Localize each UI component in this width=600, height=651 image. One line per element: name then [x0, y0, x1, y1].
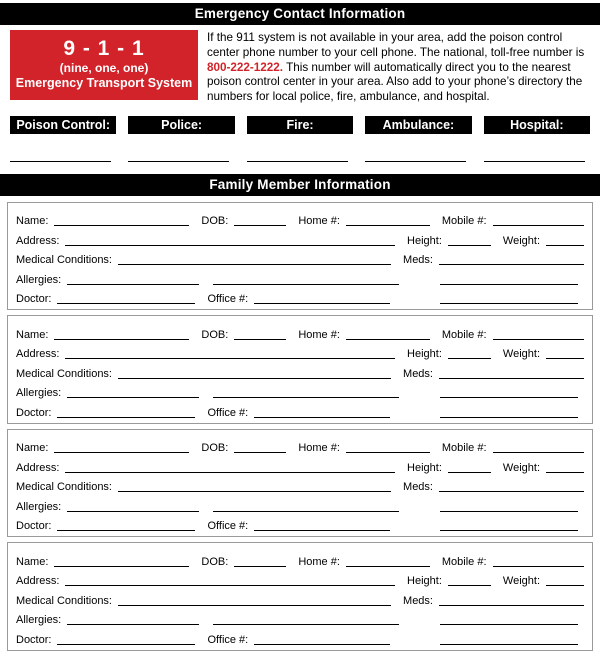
doctor-label: Doctor:: [16, 293, 52, 306]
member-row-3: [16, 588, 584, 608]
family-member-card: [7, 315, 593, 424]
allergies-field-2[interactable]: [213, 386, 399, 398]
mobile-phone-field[interactable]: [493, 328, 584, 340]
meds-field-3[interactable]: [440, 633, 578, 645]
allergies-label: Allergies:: [16, 500, 62, 513]
weight-field[interactable]: [546, 234, 584, 246]
911-caption: Emergency Transport System: [15, 76, 193, 90]
meds-field-3[interactable]: [440, 519, 578, 531]
meds-field-2[interactable]: [440, 386, 578, 398]
fire-label: Fire:: [247, 116, 353, 134]
office-phone-label: Office #:: [207, 520, 249, 533]
home-phone-label: Home #:: [298, 215, 340, 228]
allergies-field[interactable]: [67, 500, 199, 512]
address-field[interactable]: [65, 234, 395, 246]
weight-label: Weight:: [502, 348, 540, 361]
member-row-4: [16, 608, 584, 628]
meds-field-2[interactable]: [440, 273, 578, 285]
ambulance-field[interactable]: [365, 161, 466, 162]
address-label: Address:: [16, 461, 60, 474]
doctor-field[interactable]: [57, 406, 195, 418]
office-phone-field[interactable]: [254, 406, 390, 418]
member-row-5: [16, 287, 584, 307]
office-phone-label: Office #:: [207, 293, 249, 306]
hospital-column: [484, 161, 590, 162]
address-label: Address:: [16, 348, 60, 361]
name-field[interactable]: [54, 328, 189, 340]
doctor-field[interactable]: [57, 633, 195, 645]
weight-field[interactable]: [546, 461, 584, 473]
family-member-header-bar: [0, 174, 600, 196]
member-row-4: [16, 267, 584, 287]
meds-field-3[interactable]: [440, 292, 578, 304]
poison-control-field[interactable]: [10, 161, 111, 162]
dob-label: DOB:: [201, 555, 229, 568]
police-label: Police:: [128, 116, 234, 134]
name-field[interactable]: [54, 441, 189, 453]
page-title: Emergency Contact Information: [194, 6, 406, 21]
hospital-label: Hospital:: [484, 116, 590, 134]
home-phone-field[interactable]: [346, 555, 430, 567]
meds-label: Meds:: [403, 481, 433, 494]
height-field[interactable]: [448, 461, 491, 473]
mobile-phone-field[interactable]: [493, 441, 584, 453]
address-field[interactable]: [65, 461, 395, 473]
member-row-2: [16, 569, 584, 589]
medical-conditions-field[interactable]: [118, 253, 391, 265]
weight-field[interactable]: [546, 574, 584, 586]
emergency-contacts-write-in-row: [10, 161, 590, 162]
poison-control-column: [10, 161, 116, 162]
member-row-4: [16, 494, 584, 514]
dob-label: DOB:: [201, 442, 229, 455]
allergies-field-2[interactable]: [213, 500, 399, 512]
dob-field[interactable]: [234, 441, 286, 453]
ambulance-column: [365, 161, 471, 162]
address-field[interactable]: [65, 574, 395, 586]
height-label: Height:: [407, 461, 442, 474]
family-member-card: [7, 429, 593, 538]
meds-field-2[interactable]: [440, 613, 578, 625]
office-phone-label: Office #:: [207, 633, 249, 646]
emergency-contacts-label-row: [10, 116, 590, 134]
poison-control-label: Poison Control:: [10, 116, 116, 134]
family-section-title: Family Member Information: [209, 176, 391, 192]
911-pronunciation: (nine, one, one): [59, 61, 149, 75]
hospital-field[interactable]: [484, 161, 585, 162]
fire-field[interactable]: [247, 161, 348, 162]
doctor-field[interactable]: [57, 292, 195, 304]
poison-control-instructions: [207, 30, 592, 105]
mobile-phone-field[interactable]: [493, 214, 584, 226]
allergies-field-2[interactable]: [213, 613, 399, 625]
medical-conditions-label: Medical Conditions:: [16, 594, 112, 607]
meds-label: Meds:: [403, 594, 433, 607]
dob-field[interactable]: [234, 214, 286, 226]
member-row-1: [16, 209, 584, 229]
address-label: Address:: [16, 575, 60, 588]
height-field[interactable]: [448, 347, 491, 359]
member-row-5: [16, 400, 584, 420]
office-phone-label: Office #:: [207, 406, 249, 419]
dob-field[interactable]: [234, 328, 286, 340]
medical-conditions-label: Medical Conditions:: [16, 481, 112, 494]
member-row-3: [16, 248, 584, 268]
home-phone-field[interactable]: [346, 441, 430, 453]
address-label: Address:: [16, 234, 60, 247]
family-member-cards: [0, 202, 600, 651]
doctor-field[interactable]: [57, 519, 195, 531]
allergies-field[interactable]: [67, 613, 199, 625]
weight-label: Weight:: [502, 461, 540, 474]
fire-column: [247, 161, 353, 162]
allergies-field-2[interactable]: [213, 273, 399, 285]
meds-field-1[interactable]: [439, 480, 584, 492]
medical-conditions-label: Medical Conditions:: [16, 367, 112, 380]
top-section: [10, 30, 592, 105]
member-row-5: [16, 514, 584, 534]
meds-field-1[interactable]: [439, 253, 584, 265]
weight-label: Weight:: [502, 575, 540, 588]
member-row-2: [16, 455, 584, 475]
mobile-phone-label: Mobile #:: [441, 442, 487, 455]
name-label: Name:: [16, 215, 49, 228]
meds-field-1[interactable]: [439, 367, 584, 379]
medical-conditions-field[interactable]: [118, 367, 391, 379]
name-label: Name:: [16, 555, 49, 568]
home-phone-field[interactable]: [346, 214, 430, 226]
call-911-box: [10, 30, 198, 100]
member-row-4: [16, 381, 584, 401]
meds-label: Meds:: [403, 367, 433, 380]
member-row-1: [16, 549, 584, 569]
emergency-contact-header-bar: [0, 3, 600, 25]
allergies-field[interactable]: [67, 273, 199, 285]
weight-label: Weight:: [502, 234, 540, 247]
meds-field-2[interactable]: [440, 500, 578, 512]
medical-conditions-field[interactable]: [118, 594, 391, 606]
member-row-3: [16, 361, 584, 381]
address-field[interactable]: [65, 347, 395, 359]
height-label: Height:: [407, 234, 442, 247]
dob-field[interactable]: [234, 555, 286, 567]
doctor-label: Doctor:: [16, 633, 52, 646]
instructions-text-after: This number will automatically direct you to the nearest poison control center in your area. Also add to your phone’s directory the numbers for local police, fire, ambulance, and hospital.: [207, 60, 583, 104]
medical-conditions-field[interactable]: [118, 480, 391, 492]
family-member-card: [7, 542, 593, 651]
dob-label: DOB:: [201, 328, 229, 341]
meds-label: Meds:: [403, 254, 433, 267]
office-phone-field[interactable]: [254, 292, 390, 304]
member-row-1: [16, 322, 584, 342]
911-number: 9 - 1 - 1: [63, 37, 145, 60]
name-label: Name:: [16, 442, 49, 455]
member-row-2: [16, 228, 584, 248]
weight-field[interactable]: [546, 347, 584, 359]
home-phone-label: Home #:: [298, 555, 340, 568]
allergies-field[interactable]: [67, 386, 199, 398]
police-field[interactable]: [128, 161, 229, 162]
member-row-2: [16, 342, 584, 362]
dob-label: DOB:: [201, 215, 229, 228]
instructions-text-before: If the 911 system is not available in your area, add the poison control center phone number to your cell phone. The national, toll-free number is: [207, 31, 585, 59]
office-phone-field[interactable]: [254, 519, 390, 531]
name-label: Name:: [16, 328, 49, 341]
ambulance-label: Ambulance:: [365, 116, 471, 134]
member-row-3: [16, 475, 584, 495]
allergies-label: Allergies:: [16, 614, 62, 627]
height-label: Height:: [407, 575, 442, 588]
name-field[interactable]: [54, 214, 189, 226]
home-phone-field[interactable]: [346, 328, 430, 340]
office-phone-field[interactable]: [254, 633, 390, 645]
home-phone-label: Home #:: [298, 442, 340, 455]
meds-field-1[interactable]: [439, 594, 584, 606]
home-phone-label: Home #:: [298, 328, 340, 341]
height-field[interactable]: [448, 234, 491, 246]
allergies-label: Allergies:: [16, 387, 62, 400]
allergies-label: Allergies:: [16, 273, 62, 286]
doctor-label: Doctor:: [16, 406, 52, 419]
height-field[interactable]: [448, 574, 491, 586]
doctor-label: Doctor:: [16, 520, 52, 533]
mobile-phone-field[interactable]: [493, 555, 584, 567]
member-row-1: [16, 436, 584, 456]
poison-control-phone-number: 800-222-1222.: [207, 60, 284, 74]
police-column: [128, 161, 234, 162]
family-member-card: [7, 202, 593, 311]
name-field[interactable]: [54, 555, 189, 567]
medical-conditions-label: Medical Conditions:: [16, 254, 112, 267]
mobile-phone-label: Mobile #:: [441, 215, 487, 228]
mobile-phone-label: Mobile #:: [441, 328, 487, 341]
height-label: Height:: [407, 348, 442, 361]
meds-field-3[interactable]: [440, 406, 578, 418]
mobile-phone-label: Mobile #:: [441, 555, 487, 568]
member-row-5: [16, 627, 584, 647]
